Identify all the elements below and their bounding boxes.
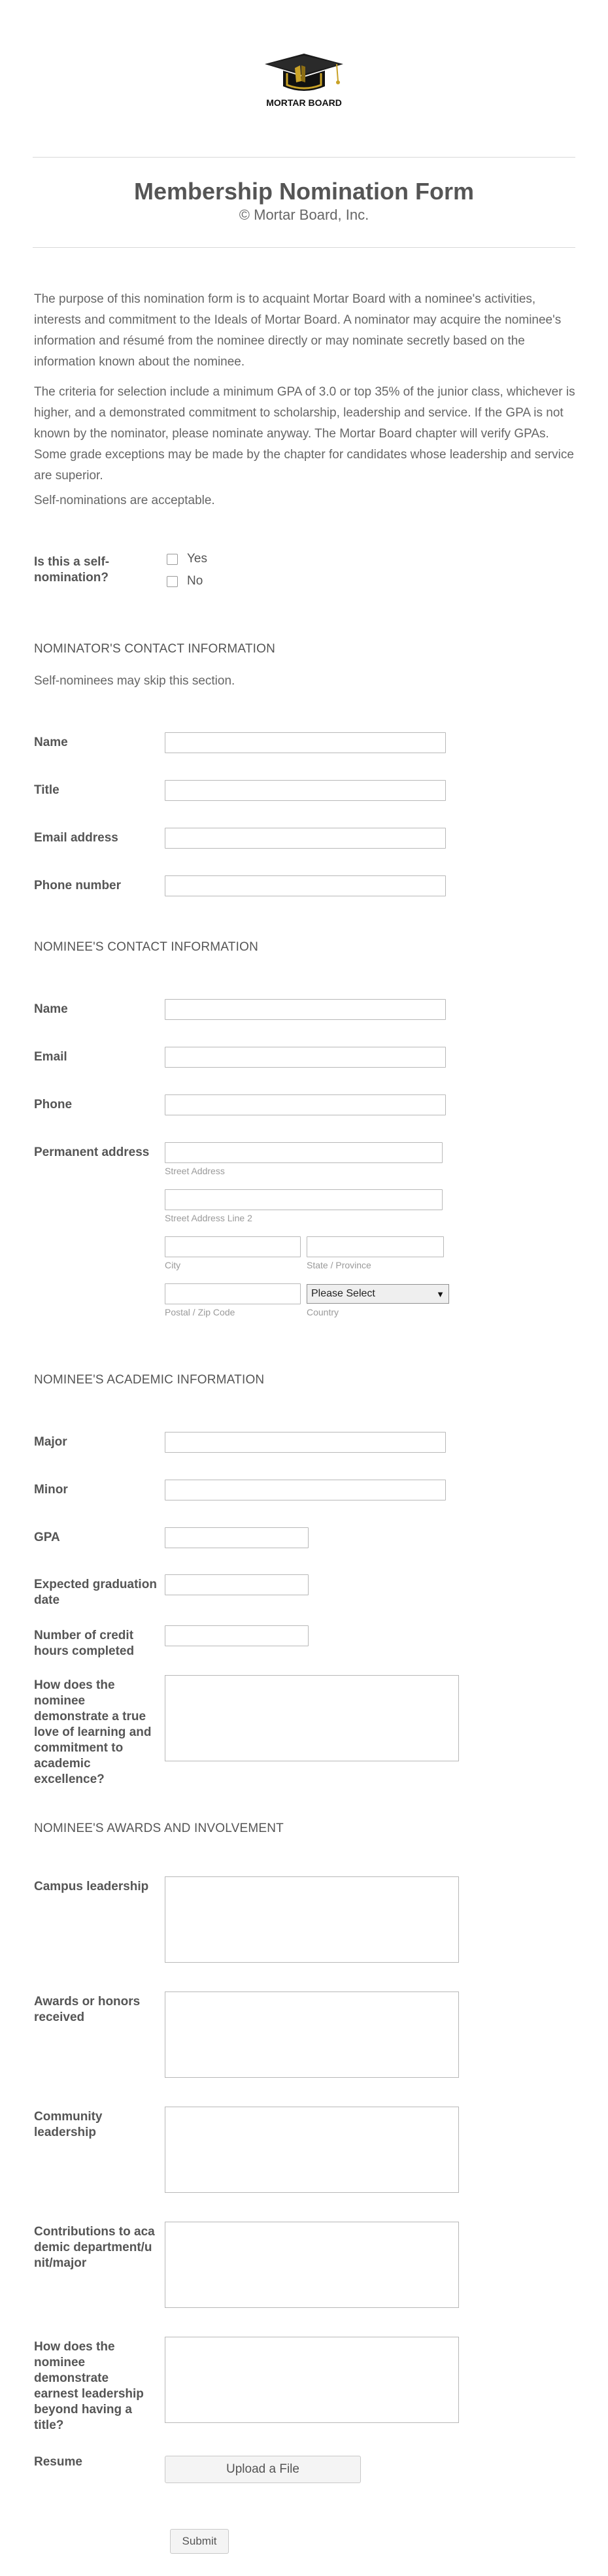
campus-leadership-label: Campus leadership [34, 1880, 149, 1893]
contributions-label: Contributions to academic department/unit/major [34, 2225, 155, 2270]
nominator-phone-input[interactable] [165, 875, 446, 896]
nominator-name-input[interactable] [165, 732, 446, 753]
nominee-phone-input[interactable] [165, 1094, 446, 1115]
section-academic-heading: NOMINEE'S ACADEMIC INFORMATION [34, 1373, 265, 1387]
checkbox-no[interactable] [167, 576, 178, 587]
love-learning-label: How does the nominee demonstrate a true love of learning and commitment to academic excellence? [34, 1678, 152, 1786]
self-nomination-yes[interactable] [167, 552, 207, 566]
nominator-title-label: Title [34, 783, 59, 797]
grad-date-input[interactable] [165, 1574, 309, 1595]
credit-hours-label: Number of credit hours completed [34, 1629, 135, 1658]
earnest-leadership-label: How does the nominee demonstrate earnest leadership beyond having a title? [34, 2340, 144, 2432]
country-sublabel: Country [307, 1307, 339, 1317]
nominee-email-label: Email [34, 1050, 67, 1064]
grad-date-label: Expected graduation date [34, 1578, 157, 1607]
nominator-name-label: Name [34, 736, 68, 749]
page-subtitle: © Mortar Board, Inc. [239, 207, 369, 223]
option-no-label: No [187, 574, 203, 588]
state-sublabel: State / Province [307, 1260, 371, 1270]
intro-criteria: The criteria for selection include a minimum GPA of 3.0 or top 35% of the junior class, whichever is higher, and a demonstrated commitment to scholarship, leadership and service. If the GPA is not known by the nominator, please nominate anyway. The Mortar Board chapter will verify GPAs. Some grade exceptions may be made by the chapter for candidates whose leadership and service are superior. [34, 385, 575, 483]
country-select-value: Please Select [311, 1288, 375, 1299]
nominator-phone-label: Phone number [34, 879, 122, 892]
nominee-name-label: Name [34, 1002, 68, 1016]
community-leadership-textarea[interactable] [165, 2107, 459, 2193]
option-yes-label: Yes [187, 552, 207, 566]
header-divider-top [33, 157, 575, 158]
nominator-email-label: Email address [34, 831, 118, 845]
minor-input[interactable] [165, 1480, 446, 1500]
resume-label: Resume [34, 2455, 82, 2469]
city-input[interactable] [165, 1236, 301, 1257]
street-address-input[interactable] [165, 1142, 443, 1163]
gpa-input[interactable] [165, 1527, 309, 1548]
nominee-address-label: Permanent address [34, 1145, 150, 1159]
honors-textarea[interactable] [165, 1991, 459, 2078]
love-learning-textarea[interactable] [165, 1675, 459, 1761]
earnest-leadership-textarea[interactable] [165, 2337, 459, 2423]
city-sublabel: City [165, 1260, 181, 1270]
minor-label: Minor [34, 1483, 68, 1497]
nominator-email-input[interactable] [165, 828, 446, 849]
checkbox-yes[interactable] [167, 554, 178, 565]
page-title: Membership Nomination Form [133, 178, 475, 205]
street-address-2-input[interactable] [165, 1189, 443, 1210]
major-label: Major [34, 1435, 67, 1449]
nominator-note: Self-nominees may skip this section. [34, 674, 235, 688]
nominee-phone-label: Phone [34, 1098, 73, 1111]
intro-purpose: The purpose of this nomination form is to acquaint Mortar Board with a nominee's activities, interests and commitment to the Ideals of Mortar Board. A nominator may acquire the nominee's information and résumé from the nominee directly or may nominate secretly based on the information known about the nominee. [34, 292, 562, 369]
major-input[interactable] [165, 1432, 446, 1453]
intro-self-nomination: Self-nominations are acceptable. [34, 494, 215, 507]
nominee-email-input[interactable] [165, 1047, 446, 1068]
contributions-textarea[interactable] [165, 2222, 459, 2308]
header-divider-bottom [33, 247, 575, 248]
campus-leadership-textarea[interactable] [165, 1876, 459, 1963]
self-nomination-no[interactable] [167, 574, 203, 588]
section-nominator-heading: NOMINATOR'S CONTACT INFORMATION [34, 642, 276, 656]
postal-input[interactable] [165, 1283, 301, 1304]
self-nomination-label: Is this a self-nomination? [34, 555, 110, 585]
gpa-label: GPA [34, 1531, 60, 1544]
nominator-title-input[interactable] [165, 780, 446, 801]
state-input[interactable] [307, 1236, 444, 1257]
nominee-name-input[interactable] [165, 999, 446, 1020]
section-awards-heading: NOMINEE'S AWARDS AND INVOLVEMENT [34, 1822, 284, 1835]
street-address-sublabel: Street Address [165, 1166, 225, 1176]
section-nominee-contact-heading: NOMINEE'S CONTACT INFORMATION [34, 940, 258, 954]
postal-sublabel: Postal / Zip Code [165, 1307, 235, 1317]
mortar-board-logo [258, 52, 350, 111]
community-leadership-label: Community leadership [34, 2110, 103, 2139]
honors-label: Awards or honors received [34, 1995, 141, 2024]
street-address-2-sublabel: Street Address Line 2 [165, 1213, 252, 1223]
upload-file-button[interactable]: Upload a File [165, 2456, 361, 2483]
credit-hours-input[interactable] [165, 1625, 309, 1646]
svg-text:MORTAR BOARD: MORTAR BOARD [266, 97, 342, 108]
country-select[interactable] [307, 1284, 449, 1304]
chevron-down-icon: ▼ [436, 1289, 445, 1299]
submit-button[interactable]: Submit [170, 2529, 229, 2554]
